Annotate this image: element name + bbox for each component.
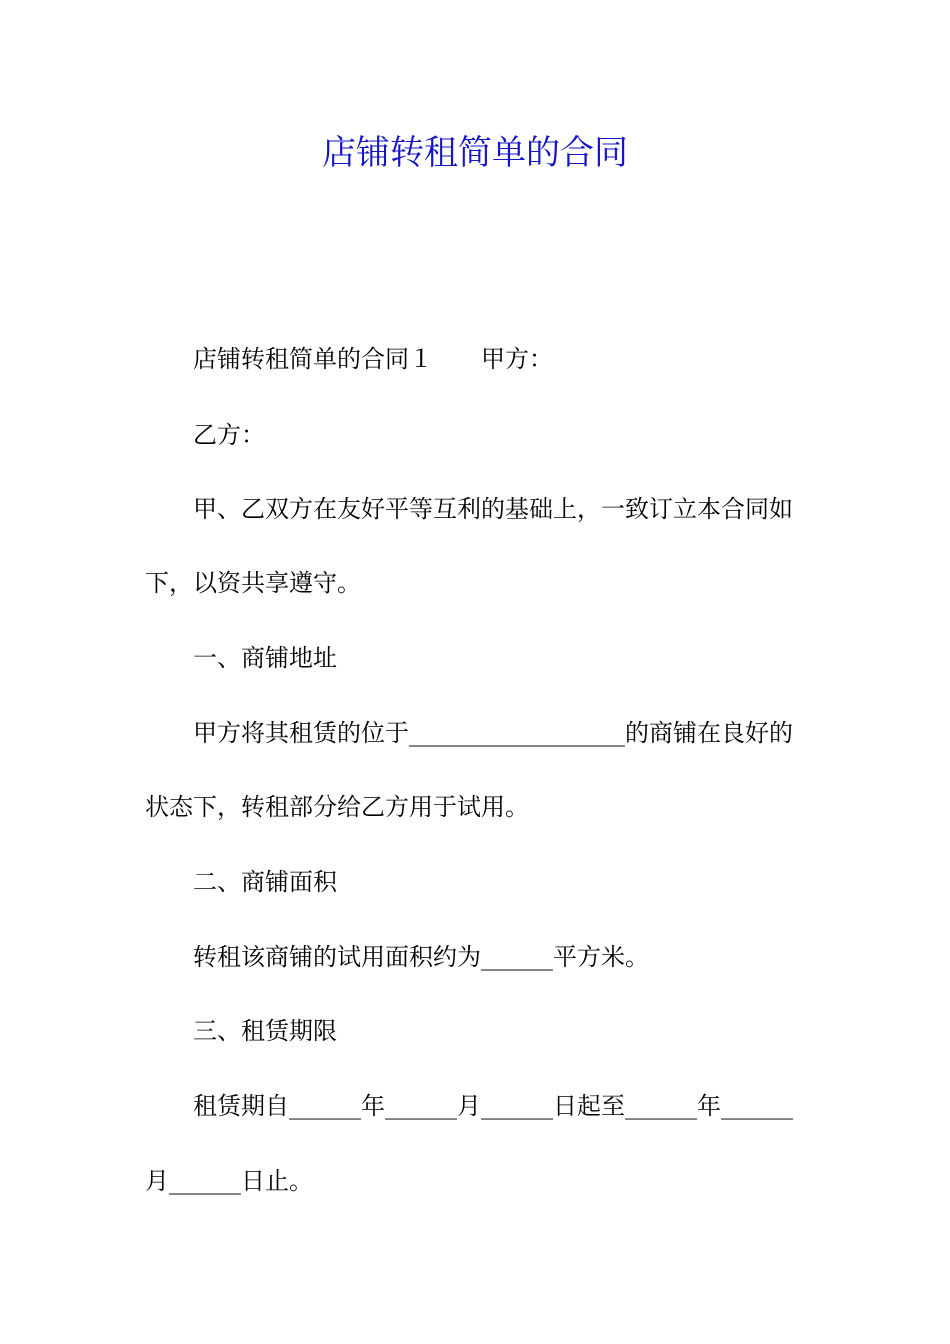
section-1-text-line-2: 状态下，转租部分给乙方用于试用。 [145, 793, 529, 821]
document-title: 店铺转租简单的合同 [322, 133, 628, 173]
preamble-line-2: 下，以资共享遵守。 [145, 569, 361, 597]
section-3-heading: 三、租赁期限 [193, 1017, 337, 1045]
section-3-text-line-2: 月______日止。 [145, 1167, 313, 1195]
preamble-line-1: 甲、乙双方在友好平等互利的基础上，一致订立本合同如 [193, 495, 793, 523]
section-2-text: 转租该商铺的试用面积约为______平方米。 [193, 943, 649, 971]
section-2-heading: 二、商铺面积 [193, 868, 337, 896]
section-3-text-line-1: 租赁期自______年______月______日起至______年______ [193, 1092, 793, 1120]
section-1-text-line-1: 甲方将其租赁的位于__________________的商铺在良好的 [193, 719, 793, 747]
party-b-line: 乙方： [193, 421, 265, 449]
section-1-heading: 一、商铺地址 [193, 644, 337, 672]
contract-heading-and-party-a: 店铺转租简单的合同１ 甲方： [193, 345, 553, 373]
